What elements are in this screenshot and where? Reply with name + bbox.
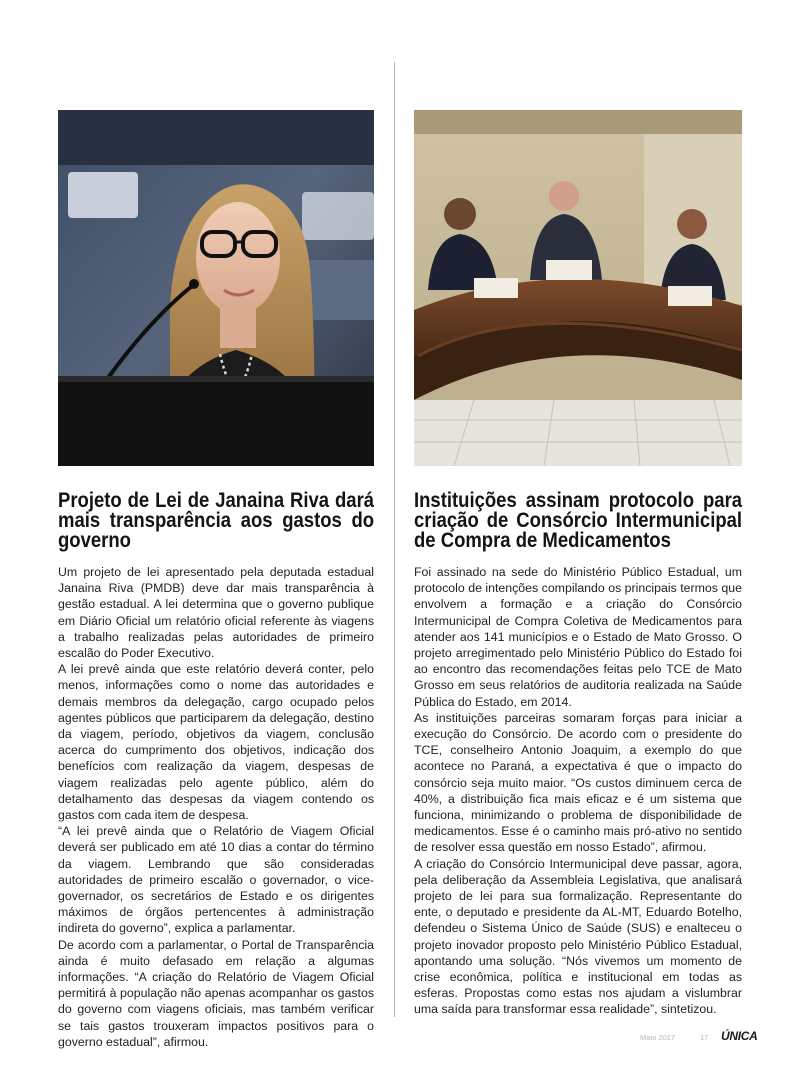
page-footer bbox=[0, 1029, 800, 1046]
paragraph: “A lei prevê ainda que o Relatório de Viagem Oficial deverá ser publicado em até 10 dias a contar do término da viagem. Lembrando que são consideradas autoridades de primeiro escalão o governador, o vice-governador, os secretários de Estado e os dirigentes máximos de órgãos pertencentes à administração indireta do governo”, explica a parlamentar. bbox=[58, 824, 374, 936]
left-article-headline: Projeto de Lei de Janaina Riva dará mais transparência aos gastos do governo bbox=[58, 488, 375, 552]
paragraph: A lei prevê ainda que este relatório deverá conter, pelo menos, informações como o nome das autoridades e demais membros da delegação, cargo ocupado pelos agentes públicos que participarem da delegação, destino da viagem, período, objetivos da viagem, conclusão acerca do cumprimento dos objetivos, indicação dos benefícios com realização da viagem, despesas de viagem realizadas pelo agente público, além do detalhamento das despesas da viagem contendo os gastos com cada item de despesa. bbox=[58, 662, 374, 823]
paragraph: De acordo com a parlamentar, o Portal de Transparência ainda é muito defasado em relação a algumas informações. “A criação do Relatório de Viagem Oficial permitirá à população não apenas acompanhar os gastos do governo com viagens oficiais, mas também verificar se tais gastos trouxeram impactos positivos para o governo estadual”, afirmou. bbox=[58, 937, 374, 1049]
left-article-photo bbox=[58, 110, 374, 466]
right-article-body bbox=[414, 564, 742, 1018]
magazine-logo: ÚNICA bbox=[721, 1029, 758, 1043]
right-article bbox=[414, 110, 742, 1018]
paragraph: As instituições parceiras somaram forças para iniciar a execução do Consórcio. De acordo com o presidente do TCE, conselheiro Antonio Joaquim, a exemplo do que acontece no Paraná, a expectativa é que o impacto do consórcio seja muito maior. “Os custos diminuem cerca de 40%, a distribuição fica mais eficaz e é um sistema que funciona, minimizando o problema de disponibilidade de medicamentos. Esse é o caminho mais pró-ativo no sentido de resolver essa questão em nosso Estado”, afirmou. bbox=[414, 710, 742, 855]
column-divider bbox=[394, 62, 395, 1017]
left-article-body bbox=[58, 564, 374, 1050]
right-article-headline: Instituições assinam protocolo para criação de Consórcio Intermunicipal de Compra de Medicamentos bbox=[414, 488, 743, 552]
footer-month: Maio 2017 bbox=[640, 1033, 676, 1042]
paragraph: A criação do Consórcio Intermunicipal deve passar, agora, pela deliberação da Assembleia Legislativa, que analisará projeto de lei para sua formalização. Representante do ente, o deputado e presidente da AL-MT, Eduardo Botelho, defendeu o Sistema Único de Saúde (SUS) e enalteceu o projeto inovador proposto pelo Ministério Público Estadual, apontando uma solução. “Nós vivemos um momento de crise econômica, política e institucional em todas as esferas. Propostas como estas nos ajudam a vislumbrar uma saída para transformar essa realidade”, sintetizou. bbox=[414, 856, 742, 1017]
paragraph: Foi assinado na sede do Ministério Público Estadual, um protocolo de intenções compilando os principais termos que envolvem a formação e a criação do Consórcio Intermunicipal de Compra Coletiva de Medicamentos para atender aos 141 municípios e o Estado de Mato Grosso. O projeto arregimentado pelo Ministério Público do Estado foi ao encontro das recomendações feitas pelo TCE de Mato Grosso em seus relatórios de auditoria realizada na Saúde Pública do Estado, em 2014. bbox=[414, 565, 742, 709]
right-article-photo bbox=[414, 110, 742, 466]
left-article bbox=[58, 110, 374, 1050]
paragraph: Um projeto de lei apresentado pela deputada estadual Janaina Riva (PMDB) deve dar mais transparência à gestão estadual. A lei determina que o governo publique em Diário Oficial um relatório oficial referente às viagens a trabalho realizadas pelas autoridades de primeiro escalão do Poder Executivo. bbox=[58, 565, 374, 661]
page-number: 17 bbox=[700, 1033, 709, 1042]
